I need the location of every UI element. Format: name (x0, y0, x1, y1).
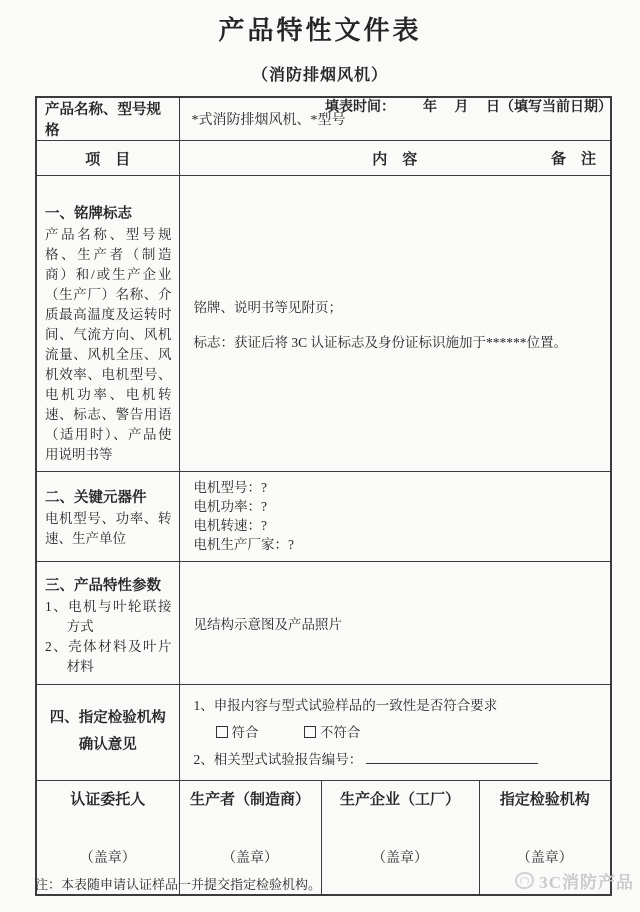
signature-title-producer: 生产者（制造商） (189, 791, 310, 808)
column-header-content-cell (179, 141, 611, 176)
section2-description: 电机型号、功率、转速、生产单位 (45, 510, 172, 546)
report-number-blank (366, 751, 538, 764)
section1-title: 一、铭牌标志 (45, 206, 132, 222)
conformity-question: 1、申报内容与型式试验样品的一致性是否符合要求 (193, 697, 498, 713)
section3-title: 三、产品特性参数 (45, 577, 161, 594)
product-name-value: *式消防排烟风机、*型号 (179, 97, 611, 141)
date-fill-line: 填表时间： 年 月 日（填写当前日期） (325, 100, 612, 115)
stamp-placeholder-applicant: （盖章） (79, 850, 136, 866)
column-header-content: 内 容 (372, 151, 418, 168)
checkbox-nonconform-icon (304, 726, 316, 738)
motor-manufacturer-line: 电机生产厂家：? (193, 537, 294, 553)
table-row-column-headers (36, 141, 611, 176)
stamp-placeholder-factory: （盖章） (372, 850, 428, 866)
section4-content-cell (179, 684, 611, 780)
section1-description: 产品名称、型号规格、生产者（制造商）和/或生产企业（生产厂）名称、介质最高温度及运转时间、气流方向、风机流量、风机全压、风机效率、电机型号、电机功率、电机转速、标志、警告用语（适用时）、产品使用说明书等 (45, 227, 172, 462)
table-row-product-parameters (36, 561, 611, 684)
column-header-item: 项 目 (36, 141, 179, 176)
motor-power-line: 电机功率：? (193, 499, 267, 515)
stamp-placeholder-producer: （盖章） (222, 850, 278, 866)
signature-title-factory: 生产企业（工厂） (339, 791, 460, 808)
section1-content-line2: 标志：获证后将 3C 认证标志及身份证标识施加于******位置。 (193, 334, 568, 350)
signature-title-applicant: 认证委托人 (70, 791, 146, 808)
page-subtitle: （消防排烟风机） (251, 67, 388, 84)
column-header-remark: 备 注 (551, 151, 597, 168)
section1-content-cell (179, 176, 611, 472)
motor-speed-line: 电机转速：? (193, 518, 267, 534)
signature-title-inspection-body: 指定检验机构 (499, 791, 590, 808)
section3-item-cell (36, 561, 179, 684)
section4-item-cell (36, 684, 179, 780)
section2-item-cell (36, 471, 179, 561)
option-conform-label: 符合 (231, 724, 259, 740)
conformity-options (216, 721, 601, 741)
section3-content-cell (179, 561, 611, 684)
option-nonconform (304, 725, 361, 740)
section3-content: 见结构示意图及产品照片 (193, 616, 342, 632)
table-row-key-components (36, 471, 611, 561)
motor-model-line: 电机型号：? (193, 480, 267, 496)
page-title: 产品特性文件表 (218, 16, 422, 45)
section1-content-line1: 铭牌、说明书等见附页； (193, 299, 342, 315)
table-row-product-name (36, 97, 611, 141)
table-row-nameplate-marking (36, 176, 611, 472)
brand-logo-icon (515, 872, 534, 889)
signature-cell-factory (321, 780, 479, 895)
section2-title: 二、关键元器件 (45, 489, 147, 506)
product-characteristics-table (35, 96, 612, 896)
report-number-label: 2、相关型式试验报告编号： (193, 751, 363, 767)
stamp-placeholder-inspection-body: （盖章） (516, 850, 573, 866)
brand-watermark-text: 3C消防产品 (539, 873, 634, 892)
product-name-label: 产品名称、型号规格 (36, 97, 179, 141)
checkbox-conform-icon (216, 726, 228, 738)
table-row-inspection-confirmation (36, 684, 611, 780)
section4-title-line2: 确认意见 (78, 737, 137, 754)
report-number-line (194, 748, 601, 768)
section4-title-line1: 四、指定检验机构 (49, 709, 166, 726)
section3-item2: 2、壳体材料及叶片材料 (45, 639, 172, 675)
option-nonconform-label: 不符合 (319, 724, 361, 740)
section1-item-cell (36, 176, 179, 472)
section2-content-cell (179, 471, 611, 561)
brand-watermark (515, 868, 634, 893)
footer-note: 注：本表随申请认证样品一并提交指定检验机构。 (35, 877, 322, 892)
section3-item1: 1、电机与叶轮联接方式 (45, 598, 172, 634)
option-conform (216, 725, 259, 740)
